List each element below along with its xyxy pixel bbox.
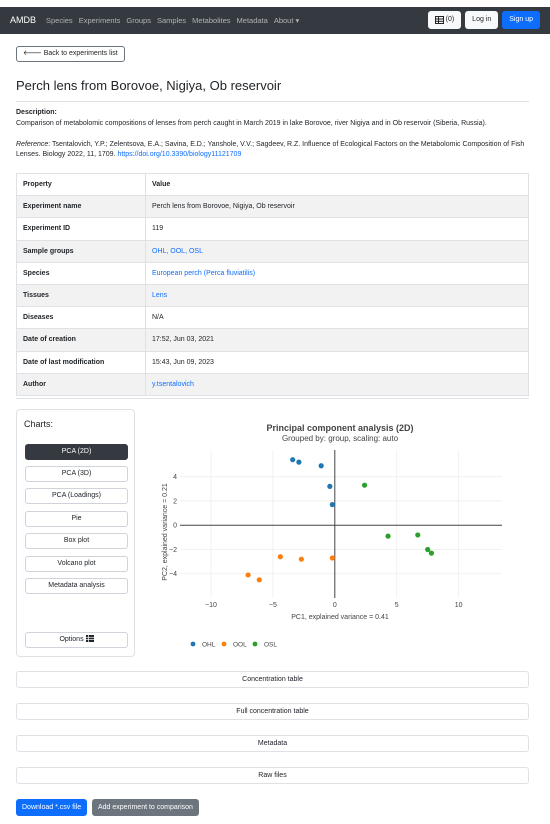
table-row xyxy=(17,240,529,262)
x-tick-label: 0 xyxy=(332,602,337,609)
charts-title: Charts: xyxy=(24,419,54,429)
data-point-osl xyxy=(362,483,367,488)
back-label: Back to experiments list xyxy=(43,50,118,57)
nav-link-groups[interactable]: Groups xyxy=(126,16,151,25)
property-key: Experiment ID xyxy=(17,218,146,240)
property-key: Date of creation xyxy=(17,329,146,351)
legend-marker-osl xyxy=(253,642,258,647)
navbar xyxy=(0,0,550,34)
x-tick-label: 5 xyxy=(394,602,399,609)
property-value: 119 xyxy=(146,218,529,240)
property-value: Perch lens from Borovoe, Nigiya, Ob reservoir xyxy=(146,196,529,218)
property-key: Diseases xyxy=(17,307,146,329)
cart-count: (0) xyxy=(445,16,455,23)
data-point-ool xyxy=(330,555,335,560)
property-value: 17:52, Jun 03, 2021 xyxy=(146,329,529,351)
data-point-ool xyxy=(299,557,304,562)
legend-label-ool: OOL xyxy=(233,641,247,649)
download-csv-button[interactable]: Download *.csv file xyxy=(16,799,87,816)
property-key: Date of last modification xyxy=(17,351,146,373)
property-key: Sample groups xyxy=(17,240,146,262)
chart-button-volcano-plot[interactable]: Volcano plot xyxy=(25,556,128,572)
data-point-ohl xyxy=(319,463,324,468)
data-point-ohl xyxy=(290,457,295,462)
data-point-osl xyxy=(429,551,434,556)
property-value xyxy=(146,262,529,284)
nav-links xyxy=(46,16,299,25)
reference-label: Reference xyxy=(16,141,49,148)
data-point-osl xyxy=(385,534,390,539)
y-tick-label: 4 xyxy=(173,474,177,482)
properties-table xyxy=(16,173,529,396)
y-axis-label: PC2, explained variance = 0.21 xyxy=(162,483,169,581)
property-value: 15:43, Jun 09, 2023 xyxy=(146,351,529,373)
options-label: Options xyxy=(59,636,84,643)
property-value: N/A xyxy=(146,307,529,329)
pca-chart[interactable] xyxy=(150,420,530,658)
chart-button-pca-3d[interactable]: PCA (3D) xyxy=(25,466,128,482)
nav-link-experiments[interactable]: Experiments xyxy=(78,16,121,25)
chart-button-metadata-analysis[interactable]: Metadata analysis xyxy=(25,578,128,594)
nav-link-metadata[interactable]: Metadata xyxy=(236,16,268,25)
raw-files-toggle[interactable]: Raw files xyxy=(16,767,529,784)
property-key: Experiment name xyxy=(17,196,146,218)
x-axis-label: PC1, explained variance = 0.41 xyxy=(291,614,389,621)
y-tick-label: −4 xyxy=(169,571,177,579)
chart-options-button[interactable] xyxy=(25,632,128,648)
table-icon xyxy=(435,16,444,24)
table-row xyxy=(17,373,529,395)
table-header-row xyxy=(17,174,529,196)
reference-text: : Tsentalovich, Y.P.; Zelentsova, E.A.; Savina, E.D.; Yanshole, V.V.; Sagdeev, R.Z. Influence of Ecological Factors on the Metabolomic Composition of Fish Lenses. Biology 2022, 11, 1709. xyxy=(16,141,525,158)
divider xyxy=(16,101,529,102)
data-point-ohl xyxy=(330,502,335,507)
property-value xyxy=(146,284,529,306)
chart-button-pie[interactable]: Pie xyxy=(25,511,128,527)
chart-button-box-plot[interactable]: Box plot xyxy=(25,533,128,549)
chart-button-pca-loadings[interactable]: PCA (Loadings) xyxy=(25,488,128,504)
login-button[interactable]: Log in xyxy=(465,11,498,29)
table-row xyxy=(17,262,529,284)
property-key: Tissues xyxy=(17,284,146,306)
table-row xyxy=(17,351,529,373)
property-key: Author xyxy=(17,373,146,395)
concentration-table-toggle[interactable]: Concentration table xyxy=(16,671,529,688)
chart-button-pca-2d[interactable]: PCA (2D) xyxy=(25,444,128,460)
data-point-ohl xyxy=(296,460,301,465)
property-value-link[interactable]: Lens xyxy=(152,292,168,300)
data-point-ool xyxy=(257,577,262,582)
page-title: Perch lens from Borovoe, Nigiya, Ob reservoir xyxy=(16,78,282,93)
property-value-link[interactable]: OHL, OOL, OSL xyxy=(152,247,203,255)
table-icon xyxy=(86,635,94,642)
divider xyxy=(16,398,529,399)
legend-label-osl: OSL xyxy=(264,641,278,649)
metadata-toggle[interactable]: Metadata xyxy=(16,735,529,752)
description-text: Comparison of metabolomic compositions of lenses from perch caught in March 2019 in lake Borovoe, river Nigiya and in Ob reservoir (Siberia, Russia). xyxy=(16,120,487,127)
full-concentration-table-toggle[interactable]: Full concentration table xyxy=(16,703,529,720)
legend-marker-ohl xyxy=(191,642,196,647)
doi-link[interactable]: https://doi.org/10.3390/biology11121709 xyxy=(117,150,242,158)
nav-link-metabolites[interactable]: Metabolites xyxy=(192,16,231,25)
arrow-left-icon: 🡐 xyxy=(23,50,42,57)
charts-panel xyxy=(16,409,135,657)
y-tick-label: 0 xyxy=(173,522,177,530)
legend-label-ohl: OHL xyxy=(202,641,216,649)
nav-link-species[interactable]: Species xyxy=(46,16,73,25)
y-tick-label: −2 xyxy=(169,546,177,554)
chart-title: Principal component analysis (2D) xyxy=(266,423,414,433)
property-value xyxy=(146,373,529,395)
data-point-ool xyxy=(246,572,251,577)
x-tick-label: −10 xyxy=(205,602,217,609)
chart-subtitle: Grouped by: group, scaling: auto xyxy=(281,434,399,443)
nav-link-about[interactable]: About ▾ xyxy=(273,16,300,25)
comparison-cart-button[interactable] xyxy=(428,11,462,29)
nav-link-samples[interactable]: Samples xyxy=(156,16,187,25)
data-point-osl xyxy=(425,547,430,552)
table-row xyxy=(17,284,529,306)
brand-logo[interactable]: AMDB xyxy=(10,15,37,25)
add-to-comparison-button[interactable]: Add experiment to comparison xyxy=(92,799,199,816)
signup-button[interactable]: Sign up xyxy=(502,11,540,29)
property-value-link[interactable]: European perch (Perca fluviatilis) xyxy=(152,269,256,277)
header-property: Property xyxy=(17,174,146,196)
x-tick-label: −5 xyxy=(268,602,277,609)
data-point-osl xyxy=(415,532,420,537)
property-value xyxy=(146,240,529,262)
description-label: Description: xyxy=(16,109,57,116)
property-value-link[interactable]: y.tsentalovich xyxy=(152,380,194,388)
data-point-ohl xyxy=(327,484,332,489)
table-row xyxy=(17,196,529,218)
property-key: Species xyxy=(17,262,146,284)
header-value: Value xyxy=(146,174,529,196)
reference xyxy=(16,140,529,159)
table-row xyxy=(17,307,529,329)
table-row xyxy=(17,218,529,240)
y-tick-label: 2 xyxy=(173,498,177,506)
table-row xyxy=(17,329,529,351)
data-point-ool xyxy=(278,554,283,559)
back-to-list-button[interactable] xyxy=(16,46,125,62)
legend-marker-ool xyxy=(222,642,227,647)
x-tick-label: 10 xyxy=(454,602,463,609)
